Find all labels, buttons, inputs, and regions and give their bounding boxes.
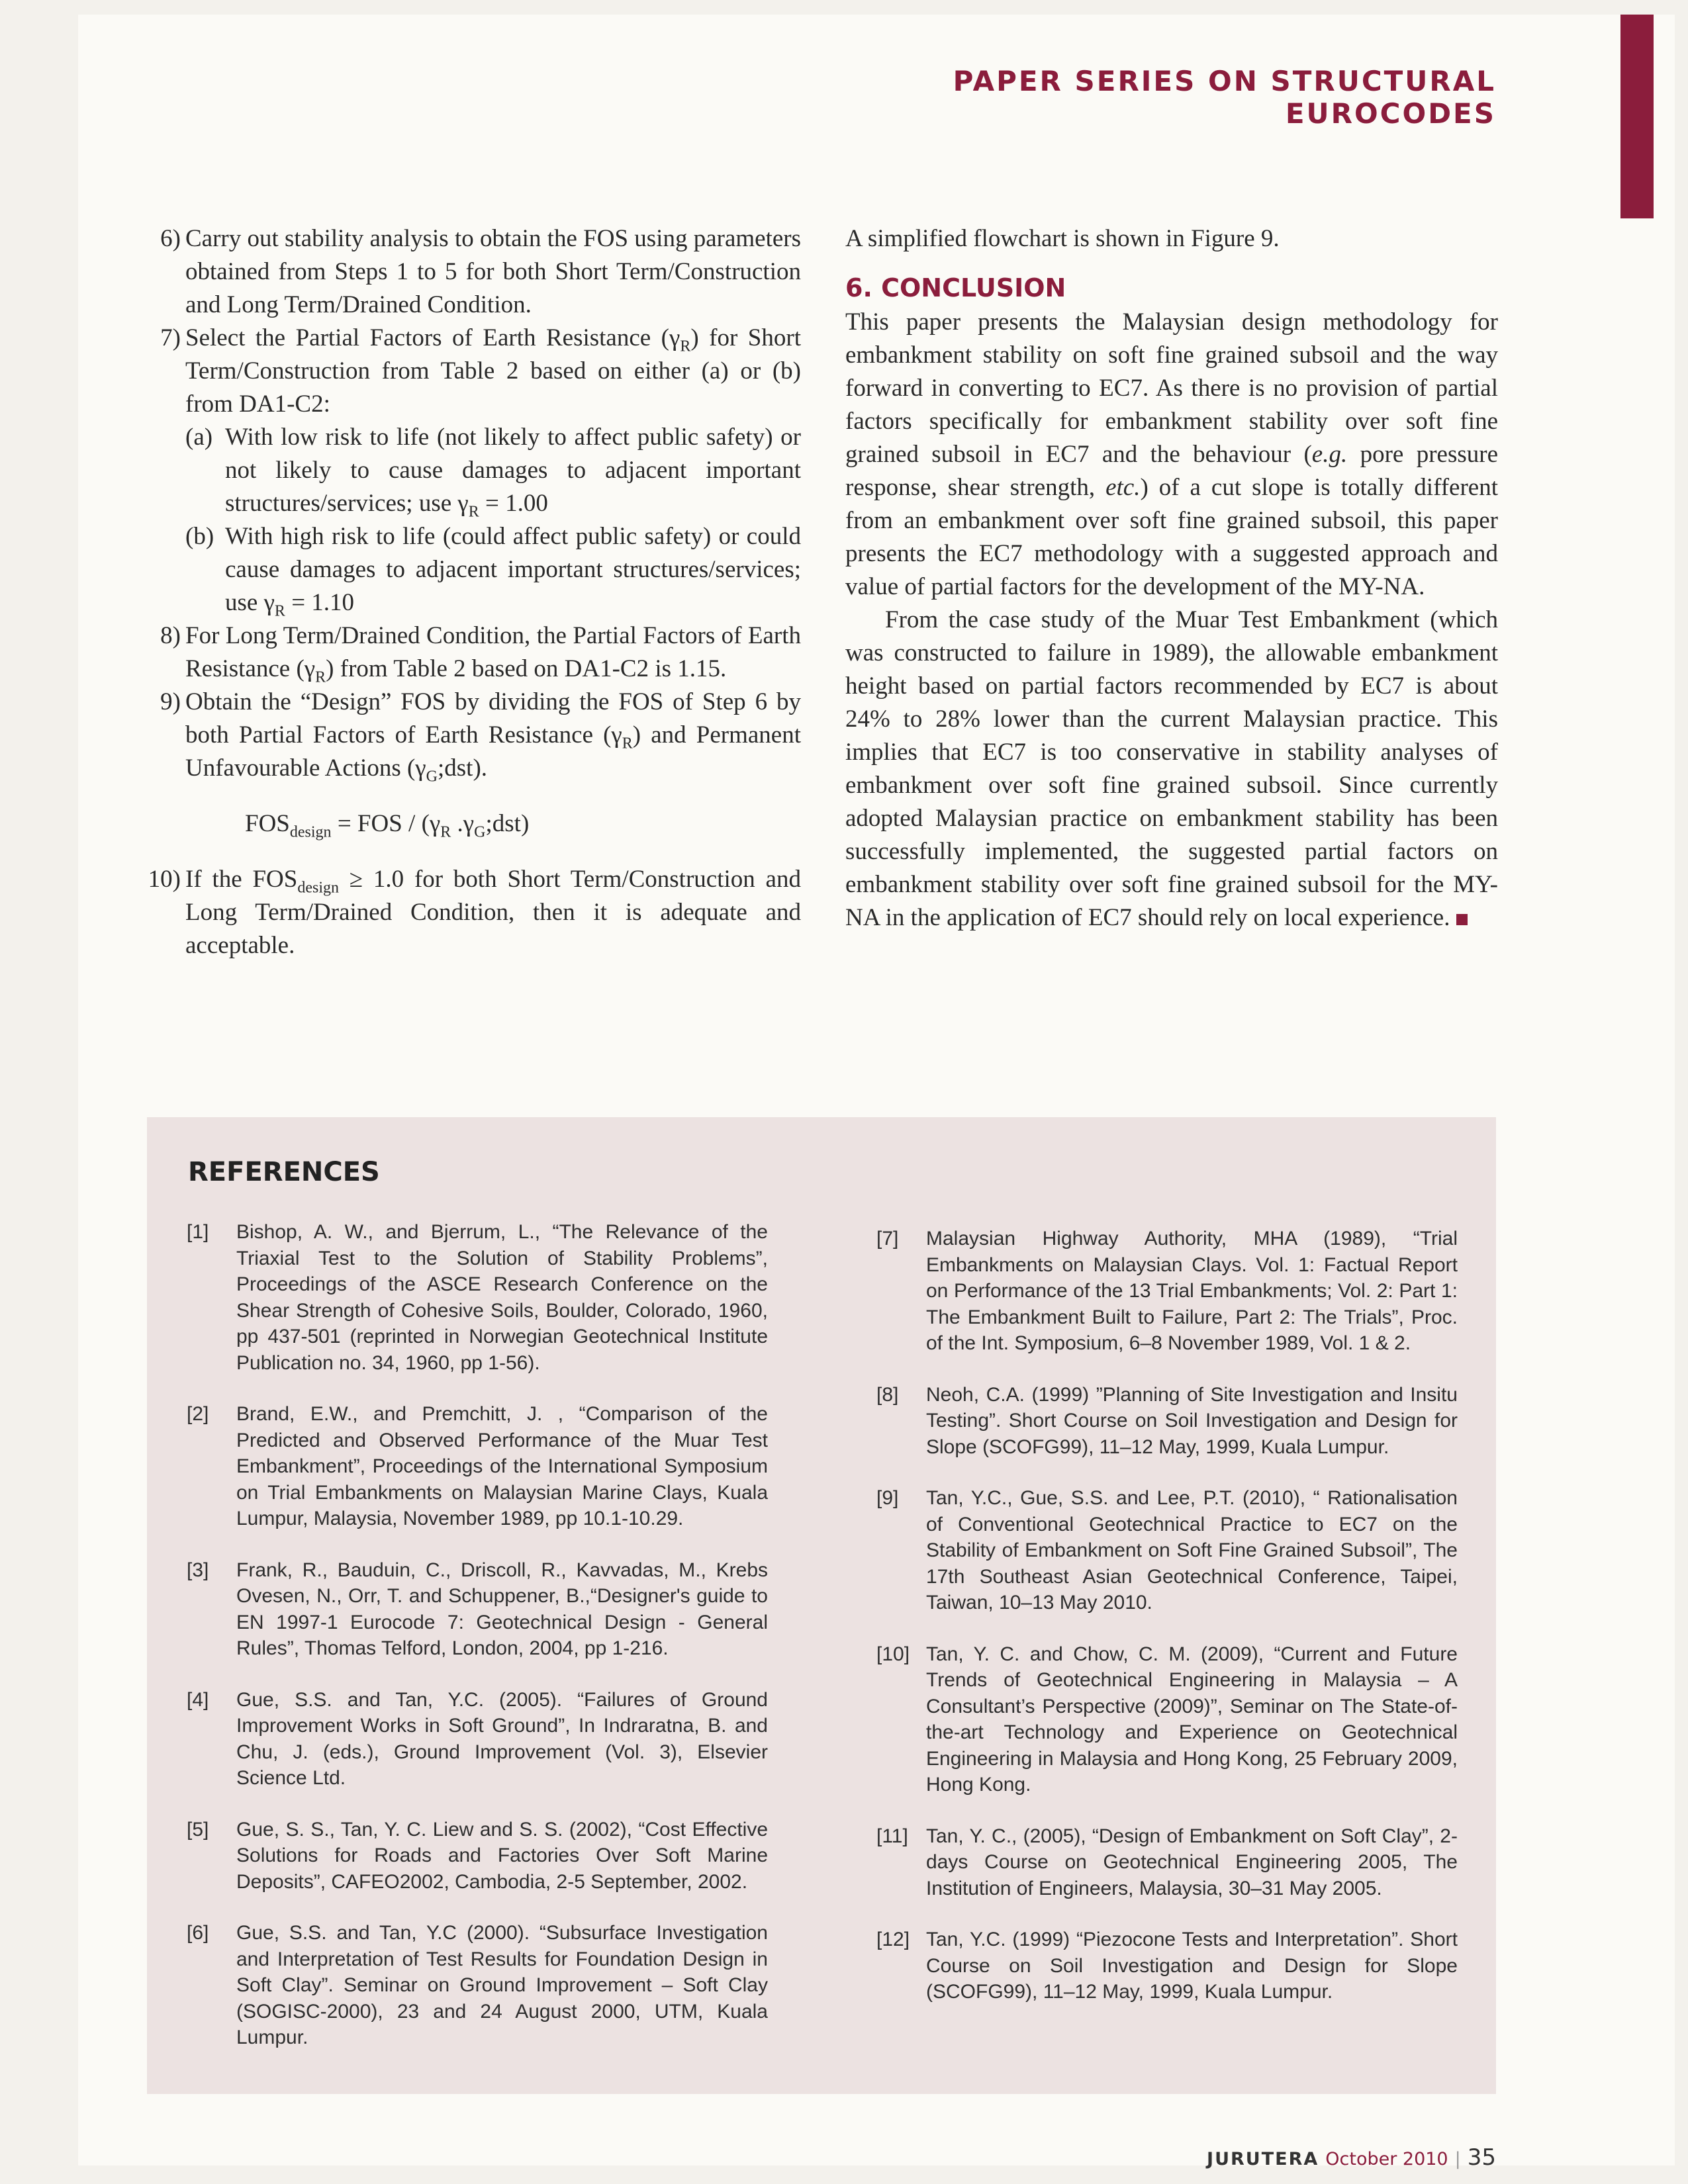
step-text: For Long Term/Drained Condition, the Partial Factors of Earth Resistance (γ bbox=[185, 622, 801, 682]
reference-number: [9] bbox=[876, 1487, 899, 1509]
subscript: R bbox=[274, 602, 285, 620]
reference-number: [3] bbox=[187, 1559, 209, 1581]
step-7 bbox=[142, 322, 801, 421]
reference-number: [7] bbox=[876, 1228, 899, 1250]
reference-text: Gue, S.S. and Tan, Y.C (2000). “Subsurface Investigation and Interpretation of Test Results for Foundation Design in Soft Clay”. Seminar on Ground Improvement – Soft Clay (SOGISC-2000), 23 and 24 August 2000, UTM, Kuala Lumpur. bbox=[236, 1922, 768, 2048]
footer-separator: | bbox=[1454, 2149, 1461, 2169]
section-tab-marker bbox=[1620, 15, 1654, 218]
reference-text: Tan, Y.C. (1999) “Piezocone Tests and Interpretation”. Short Course on Soil Investigation and Design for Slope (SCOFG99), 11–12 May, 1999, Kuala Lumpur. bbox=[926, 1929, 1458, 2003]
paragraph-text: From the case study of the Muar Test Embankment (which was constructed to failure in 1989), the allowable embankment height based on partial factors recommended by EC7 is about 24% to 28% lower than the current Malaysian practice. This implies that EC7 is too conservative in stability analyses of embankment over soft fine grained subsoil. Since currently adopted Malaysian practice on embankment stability has been successfully implemented, the suggested partial factors on embankment stability over soft fine grained subsoil for the MY-NA in the application of EC7 should rely on local experience. bbox=[845, 606, 1498, 931]
subscript: G bbox=[426, 768, 438, 786]
reference-item bbox=[876, 1927, 1458, 2005]
issue-date: October 2010 bbox=[1325, 2149, 1448, 2169]
reference-item bbox=[876, 1485, 1458, 1616]
step-text: = 1.10 bbox=[285, 589, 355, 616]
end-of-article-marker bbox=[1456, 914, 1468, 925]
reference-text: Gue, S. S., Tan, Y. C. Liew and S. S. (2002), “Cost Effective Solutions for Roads and Factories Over Soft Marine Deposits”, CAFEO2002, Cambodia, 2-5 September, 2002. bbox=[236, 1818, 768, 1893]
conclusion-heading: 6. CONCLUSION bbox=[845, 273, 1066, 302]
reference-text: Frank, R., Bauduin, C., Driscoll, R., Kavvadas, M., Krebs Ovesen, N., Orr, T. and Schuppener, B.,“Designer's guide to EN 1997-1 Eurocode 7: Geotechnical Design - General Rules”, Thomas Telford, London, 2004, pp 1-216. bbox=[236, 1559, 768, 1659]
reference-item bbox=[876, 1226, 1458, 1357]
page-number: 35 bbox=[1467, 2144, 1496, 2171]
reference-number: [8] bbox=[876, 1383, 899, 1406]
reference-item bbox=[876, 1641, 1458, 1798]
step-text: ;dst). bbox=[437, 754, 488, 782]
reference-number: [1] bbox=[187, 1221, 209, 1243]
reference-item bbox=[876, 1823, 1458, 1902]
reference-number: [10] bbox=[876, 1643, 910, 1665]
reference-text: Tan, Y. C., (2005), “Design of Embankment on Soft Clay”, 2-days Course on Geotechnical Engineering 2005, The Institution of Engineers, Malaysia, 30–31 May 2005. bbox=[926, 1825, 1458, 1899]
formula-text: .γ bbox=[451, 810, 475, 837]
references-heading: REFERENCES bbox=[188, 1157, 380, 1187]
step-7a bbox=[142, 421, 801, 520]
paragraph-text: ) of a cut slope is totally different from an embankment over soft fine grained subsoil, this paper presents the EC7 methodology with a suggested approach and value of partial factors for the development of the MY-NA. bbox=[845, 474, 1498, 600]
reference-item bbox=[187, 1401, 768, 1532]
reference-number: [2] bbox=[187, 1403, 209, 1425]
subscript: R bbox=[622, 735, 633, 752]
reference-item bbox=[187, 1219, 768, 1376]
step-text: With low risk to life (not likely to affect public safety) or not likely to cause damages to adjacent important structures/services; use γ bbox=[225, 424, 801, 517]
reference-item bbox=[876, 1382, 1458, 1461]
step-number: 9) bbox=[160, 688, 181, 715]
subscript: design bbox=[289, 823, 332, 841]
formula-text: ;dst) bbox=[485, 810, 530, 837]
subscript: G bbox=[474, 823, 486, 841]
step-7b bbox=[142, 520, 801, 619]
step-text: If the FOS bbox=[185, 866, 298, 893]
step-9 bbox=[142, 686, 801, 785]
step-number: 10) bbox=[148, 866, 181, 893]
right-column bbox=[845, 222, 1498, 934]
step-text: Select the Partial Factors of Earth Resistance (γ bbox=[185, 324, 680, 351]
series-header: PAPER SERIES ON STRUCTURAL EUROCODES bbox=[953, 65, 1496, 130]
italic-text: e.g. bbox=[1311, 441, 1348, 468]
subscript: R bbox=[440, 823, 451, 841]
paragraph-text: This paper presents the Malaysian design methodology for embankment stability on soft fine grained subsoil and the way forward in converting to EC7. As there is no provision of partial factors specifically for embankment stability over soft fine grained subsoil in EC7 and the behaviour ( bbox=[845, 308, 1498, 468]
reference-text: Gue, S.S. and Tan, Y.C. (2005). “Failures of Ground Improvement Works in Soft Ground”, In Indraratna, B. and Chu, J. (eds.), Ground Improvement (Vol. 3), Elsevier Science Ltd. bbox=[236, 1688, 768, 1789]
step-text: ) and Permanent Unfavourable Actions (γ bbox=[185, 721, 801, 782]
reference-text: Tan, Y. C. and Chow, C. M. (2009), “Current and Future Trends of Geotechnical Engineering in Malaysia – A Consultant’s Perspective (2009)”, Seminar on The State-of-the-art Technology and Experience on Geotechnical Engineering in Malaysia and Hong Kong, 25 February 2009, Hong Kong. bbox=[926, 1643, 1458, 1796]
italic-text: etc. bbox=[1105, 474, 1141, 501]
reference-text: Neoh, C.A. (1999) ”Planning of Site Investigation and Insitu Testing”. Short Course on Soil Investigation and Design for Slope (SCOFG99), 11–12 May, 1999, Kuala Lumpur. bbox=[926, 1383, 1458, 1458]
reference-number: [12] bbox=[876, 1929, 910, 1950]
reference-item bbox=[187, 1687, 768, 1792]
subscript: R bbox=[315, 668, 326, 686]
references-right-column bbox=[876, 1226, 1458, 2030]
reference-text: Malaysian Highway Authority, MHA (1989), “Trial Embankments on Malaysian Clays. Vol. 1: Factual Report on Performance of the 13 Trial Embankments; Vol. 2: Part 1: The Embankment Built to Failure, Part 2: The Trials”, Proc. of the Int. Symposium, 6–8 November 1989, Vol. 1 & 2. bbox=[926, 1228, 1458, 1354]
subscript: R bbox=[468, 503, 479, 521]
step-8 bbox=[142, 619, 801, 686]
reference-number: [6] bbox=[187, 1922, 209, 1944]
magazine-name: JURUTERA bbox=[1207, 2149, 1319, 2169]
page-footer bbox=[1086, 2144, 1496, 2171]
step-text: ) for Short Term/Construction from Table 2 based on either (a) or (b) from DA1-C2: bbox=[185, 324, 801, 418]
step-number: 7) bbox=[160, 324, 181, 351]
paragraph-text: pore pressure response, shear strength, bbox=[845, 441, 1498, 501]
left-column bbox=[142, 222, 801, 962]
reference-item bbox=[187, 1557, 768, 1662]
step-text: ) from Table 2 based on DA1-C2 is 1.15. bbox=[326, 655, 727, 682]
flowchart-note: A simplified flowchart is shown in Figure 9. bbox=[845, 225, 1280, 252]
reference-text: Brand, E.W., and Premchitt, J. , “Comparison of the Predicted and Observed Performance of the Muar Test Embankment”, Proceedings of the International Symposium on Trial Embankments on Malaysian Marine Clays, Kuala Lumpur, Malaysia, November 1989, pp 10.1-10.29. bbox=[236, 1403, 768, 1529]
step-10 bbox=[142, 863, 801, 962]
step-text: = 1.00 bbox=[479, 490, 548, 517]
reference-number: [4] bbox=[187, 1688, 209, 1711]
step-text: Obtain the “Design” FOS by dividing the FOS of Step 6 by both Partial Factors of Earth Resistance (γ bbox=[185, 688, 801, 749]
sub-step-label: (b) bbox=[185, 523, 214, 550]
formula-text: FOS bbox=[245, 810, 290, 837]
reference-item bbox=[187, 1817, 768, 1895]
step-text: With high risk to life (could affect public safety) or could cause damages to adjacent important structures/services; use γ bbox=[225, 523, 801, 616]
reference-number: [5] bbox=[187, 1818, 209, 1841]
step-6 bbox=[142, 222, 801, 322]
reference-item bbox=[187, 1920, 768, 2051]
step-text: ≥ 1.0 for both Short Term/Construction and Long Term/Drained Condition, then it is adequate and acceptable. bbox=[185, 866, 801, 959]
fos-design-formula bbox=[142, 807, 801, 841]
sub-step-label: (a) bbox=[185, 424, 213, 451]
reference-text: Tan, Y.C., Gue, S.S. and Lee, P.T. (2010), “ Rationalisation of Conventional Geotechnical Practice to EC7 on the Stability of Embankment on Soft Fine Grained Subsoil”, The 17th Southeast Asian Geotechnical Conference, Taipei, Taiwan, 10–13 May 2010. bbox=[926, 1487, 1458, 1614]
conclusion-paragraph-2 bbox=[845, 604, 1498, 934]
subscript: R bbox=[680, 338, 691, 355]
subscript: design bbox=[297, 879, 339, 897]
references-left-column bbox=[187, 1219, 768, 2076]
step-text: Carry out stability analysis to obtain the FOS using parameters obtained from Steps 1 to 5 for both Short Term/Construction and Long Term/Drained Condition. bbox=[185, 225, 802, 318]
reference-number: [11] bbox=[876, 1825, 908, 1847]
step-number: 8) bbox=[160, 622, 181, 649]
reference-text: Bishop, A. W., and Bjerrum, L., “The Relevance of the Triaxial Test to the Solution of Stability Problems”, Proceedings of the ASCE Research Conference on the Shear Strength of Cohesive Soils, Boulder, Colorado, 1960, pp 437-501 (reprinted in Norwegian Geotechnical Institute Publication no. 34, 1960, pp 1-56). bbox=[236, 1221, 768, 1374]
conclusion-paragraph-1 bbox=[845, 306, 1498, 604]
step-number: 6) bbox=[160, 225, 181, 252]
formula-text: = FOS / (γ bbox=[331, 810, 441, 837]
